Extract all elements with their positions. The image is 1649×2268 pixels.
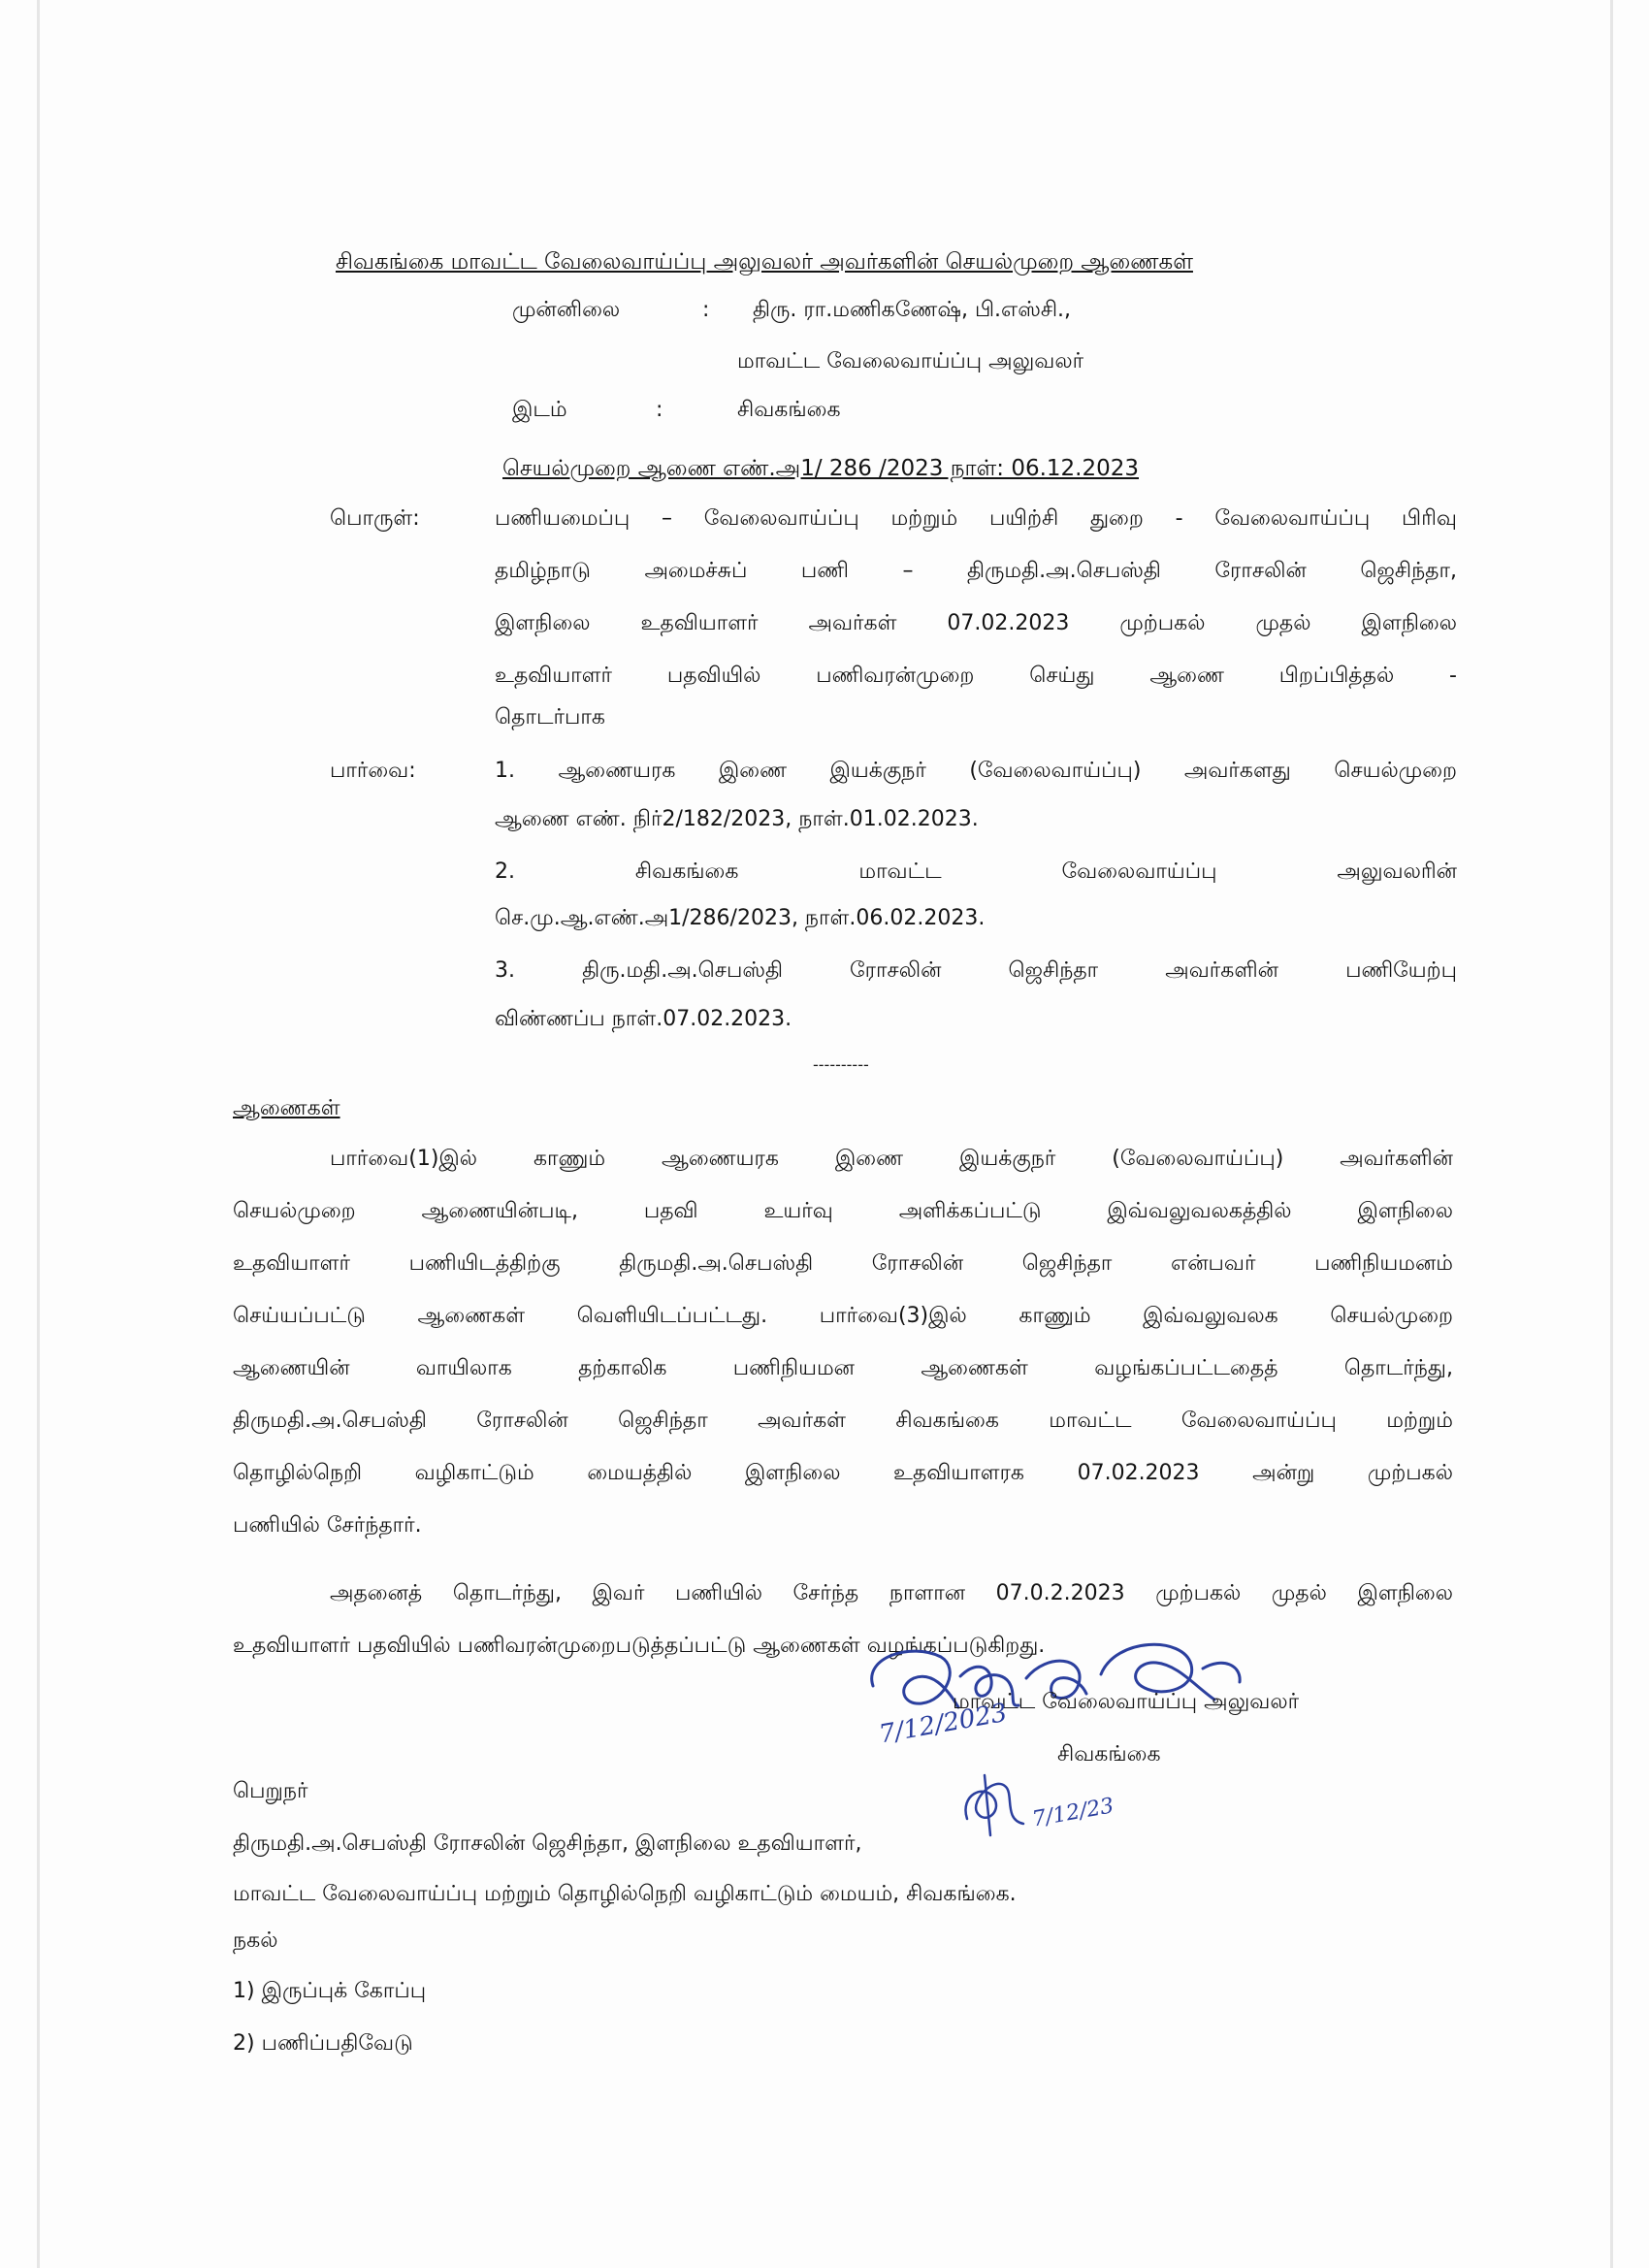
subject-label: பொருள்: <box>330 506 420 531</box>
officer-name: திரு. ரா.மணிகணேஷ், பி.எஸ்சி., <box>753 298 1072 322</box>
initial-date: 7/12/23 <box>1030 1794 1116 1832</box>
scan-edge-right <box>1610 0 1613 2268</box>
recipient-line-1: திருமதி.அ.செபஸ்தி ரோசலின் ஜெசிந்தா, இளநிலை உதவியாளர், <box>233 1831 862 1856</box>
officer-designation: மாவட்ட வேலைவாய்ப்பு அலுவலர் <box>737 349 1084 373</box>
orders-para2-line-2: உதவியாளர் பதவியில் பணிவரன்முறைபடுத்தப்பட்டு ஆணைகள் வழங்கப்படுகிறது. <box>233 1634 1046 1658</box>
presence-label: முன்னிலை <box>512 298 621 322</box>
orders-para1-line-7: தொழில்நெறி வழிகாட்டும் மையத்தில் இளநிலை உதவியாளரக 07.02.2023 அன்று முற்பகல் <box>233 1461 1453 1485</box>
subject-line-4: உதவியாளர் பதவியில் பணிவரன்முறை செய்து ஆணை பிறப்பித்தல் - <box>495 664 1457 688</box>
signatory-place: சிவகங்கை <box>1057 1742 1161 1766</box>
subject-line-3: இளநிலை உதவியாளர் அவர்கள் 07.02.2023 முற்பகல் முதல் இளநிலை <box>495 611 1457 635</box>
reference-line-4: செ.மு.ஆ.எண்.அ1/286/2023, நாள்.06.02.2023. <box>495 906 986 930</box>
orders-para2-line-1: அதனைத் தொடர்ந்து, இவர் பணியில் சேர்ந்த நாளான 07.0.2.2023 முற்பகல் முதல் இளநிலை <box>330 1581 1453 1605</box>
order-number: செயல்முறை ஆணை எண்.அ1/ 286 /2023 நாள்: 06.12.2023 <box>502 456 1140 481</box>
signatory-designation: மாவட்ட வேலைவாய்ப்பு அலுவலர் <box>953 1690 1300 1714</box>
copy-item-2: 2) பணிப்பதிவேடு <box>233 2031 413 2056</box>
reference-line-1: 1. ஆணையரக இணை இயக்குநர் (வேலைவாய்ப்பு) அவர்களது செயல்முறை <box>495 759 1457 783</box>
place-value: சிவகங்கை <box>737 398 841 422</box>
scan-edge-left <box>37 0 40 2268</box>
orders-para1-line-8: பணியில் சேர்ந்தார். <box>233 1513 422 1538</box>
copy-label: நகல் <box>233 1928 278 1953</box>
subject-line-2: தமிழ்நாடு அமைச்சுப் பணி – திருமதி.அ.செபஸ்தி ரோசலின் ஜெசிந்தா, <box>495 559 1457 583</box>
recipient-line-2: மாவட்ட வேலைவாய்ப்பு மற்றும் தொழில்நெறி வழிகாட்டும் மையம், சிவகங்கை. <box>233 1882 1017 1906</box>
recipient-label: பெறுநர் <box>233 1779 308 1803</box>
reference-line-2: ஆணை எண். நிர்2/182/2023, நாள்.01.02.2023. <box>495 807 979 831</box>
copy-item-1: 1) இருப்புக் கோப்பு <box>233 1979 427 2003</box>
orders-para1-line-3: உதவியாளர் பணியிடத்திற்கு திருமதி.அ.செபஸ்தி ரோசலின் ஜெசிந்தா என்பவர் பணிநியமனம் <box>233 1251 1453 1276</box>
orders-para1-line-6: திருமதி.அ.செபஸ்தி ரோசலின் ஜெசிந்தா அவர்கள் சிவகங்கை மாவட்ட வேலைவாய்ப்பு மற்றும் <box>233 1409 1453 1433</box>
place-colon: : <box>656 398 663 422</box>
orders-heading: ஆணைகள் <box>233 1096 340 1120</box>
handwritten-date: 7/12/2023 <box>877 1698 1010 1750</box>
presence-colon: : <box>702 298 710 322</box>
reference-label: பார்வை: <box>330 759 416 783</box>
orders-para1-line-4: செய்யப்பட்டு ஆணைகள் வெளியிடப்பட்டது. பார்வை(3)இல் காணும் இவ்வலுவலக செயல்முறை <box>233 1304 1453 1328</box>
reference-line-3: 2. சிவகங்கை மாவட்ட வேலைவாய்ப்பு அலுவலரின் <box>495 859 1457 884</box>
orders-para1-line-2: செயல்முறை ஆணையின்படி, பதவி உயர்வு அளிக்கப்பட்டு இவ்வலுவலகத்தில் இளநிலை <box>233 1199 1453 1223</box>
orders-para1-line-5: ஆணையின் வாயிலாக தற்காலிக பணிநியமன ஆணைகள் வழங்கப்பட்டதைத் தொடர்ந்து, <box>233 1356 1453 1380</box>
subject-line-1: பணியமைப்பு – வேலைவாய்ப்பு மற்றும் பயிற்சி துறை - வேலைவாய்ப்பு பிரிவு <box>495 506 1457 531</box>
section-divider: ---------- <box>813 1055 869 1074</box>
reference-line-5: 3. திரு.மதி.அ.செபஸ்தி ரோசலின் ஜெசிந்தா அவர்களின் பணியேற்பு <box>495 958 1457 983</box>
reference-line-6: விண்ணப்ப நாள்.07.02.2023. <box>495 1007 792 1031</box>
page-title: சிவகங்கை மாவட்ட வேலைவாய்ப்பு அலுவலர் அவர்களின் செயல்முறை ஆணைகள் <box>336 249 1193 275</box>
orders-para1-line-1: பார்வை(1)இல் காணும் ஆணையரக இணை இயக்குநர் (வேலைவாய்ப்பு) அவர்களின் <box>330 1147 1453 1171</box>
subject-line-5: தொடர்பாக <box>495 705 605 729</box>
place-label: இடம் <box>512 398 567 422</box>
initial-signature-icon <box>955 1766 1043 1843</box>
